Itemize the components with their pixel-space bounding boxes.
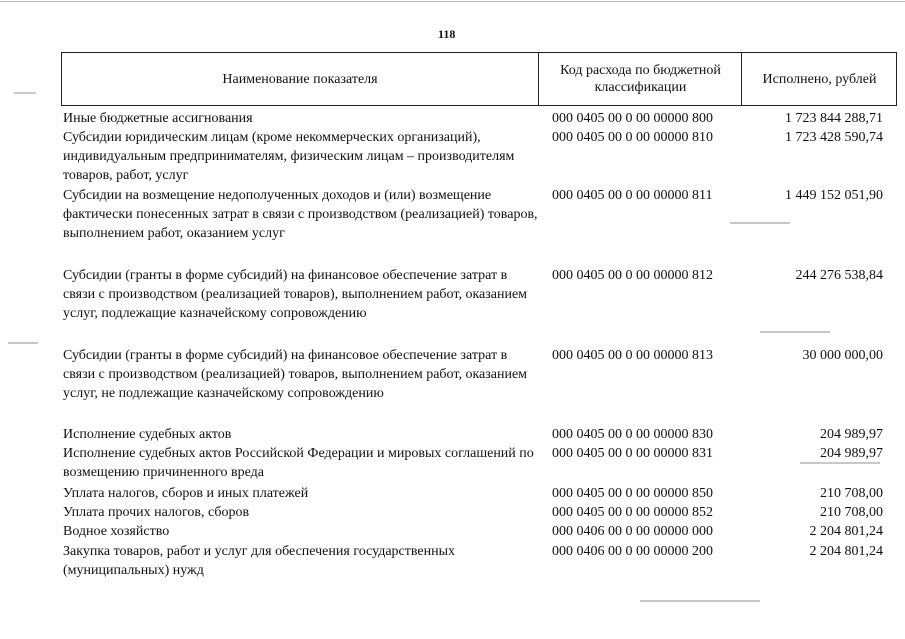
header-code-column: Код расхода по бюджетной классификации bbox=[538, 53, 742, 105]
row-code: 000 0405 00 0 00 00000 850 bbox=[552, 486, 713, 501]
row-name: Субсидии (гранты в форме субсидий) на финансовое обеспечение затрат в связи с производством (реализацией товаров), выполнением работ, оказанием услуг, подлежащие казначейскому сопровождению bbox=[63, 268, 528, 321]
row-amount: 1 723 844 288,71 bbox=[785, 111, 883, 126]
scan-noise bbox=[8, 342, 38, 344]
row-amount: 2 204 801,24 bbox=[809, 544, 883, 559]
row-amount: 1 723 428 590,74 bbox=[785, 130, 883, 145]
scan-noise bbox=[14, 92, 36, 94]
row-code: 000 0405 00 0 00 00000 852 bbox=[552, 505, 713, 520]
row-name: Субсидии (гранты в форме субсидий) на финансовое обеспечение затрат в связи с производством (реализацией) товаров, выполнением работ, оказанием услуг, не подлежащие казначейскому сопровождению bbox=[63, 348, 528, 401]
row-code: 000 0405 00 0 00 00000 812 bbox=[552, 268, 713, 283]
row-name: Субсидии на возмещение недополученных доходов и (или) возмещение фактически понесенных затрат в связи с производством (реализацией) товаров, выполнением работ, оказанием услуг bbox=[63, 188, 538, 241]
page-top-edge bbox=[0, 1, 905, 2]
row-name: Исполнение судебных актов bbox=[63, 427, 232, 442]
row-name: Иные бюджетные ассигнования bbox=[63, 111, 253, 126]
row-amount: 204 989,97 bbox=[820, 427, 883, 442]
row-name: Водное хозяйство bbox=[63, 524, 170, 539]
page-number: 118 bbox=[438, 27, 456, 41]
table-header bbox=[61, 52, 897, 106]
row-name: Исполнение судебных актов Российской Федерации и мировых соглашений по возмещению причиненного вреда bbox=[63, 446, 534, 480]
scan-noise bbox=[730, 222, 790, 224]
row-code: 000 0405 00 0 00 00000 810 bbox=[552, 130, 713, 145]
scan-noise bbox=[640, 600, 760, 602]
header-executed-column: Исполнено, рублей bbox=[741, 53, 897, 105]
row-amount: 210 708,00 bbox=[820, 505, 883, 520]
row-amount: 210 708,00 bbox=[820, 486, 883, 501]
row-code: 000 0405 00 0 00 00000 830 bbox=[552, 427, 713, 442]
row-name: Уплата прочих налогов, сборов bbox=[63, 505, 250, 520]
row-code: 000 0405 00 0 00 00000 831 bbox=[552, 446, 713, 461]
row-name: Субсидии юридическим лицам (кроме некоммерческих организаций), индивидуальным предпринимателям, физическим лицам – производителям товаров, работ, услуг bbox=[63, 130, 515, 183]
row-amount: 30 000 000,00 bbox=[802, 348, 883, 363]
row-code: 000 0405 00 0 00 00000 800 bbox=[552, 111, 713, 126]
scan-noise bbox=[760, 331, 830, 333]
row-code: 000 0405 00 0 00 00000 811 bbox=[552, 188, 713, 203]
row-code: 000 0406 00 0 00 00000 200 bbox=[552, 544, 713, 559]
row-amount: 244 276 538,84 bbox=[795, 268, 883, 283]
row-amount: 204 989,97 bbox=[820, 446, 883, 461]
row-amount: 1 449 152 051,90 bbox=[785, 188, 883, 203]
scan-noise bbox=[800, 462, 880, 464]
row-code: 000 0406 00 0 00 00000 000 bbox=[552, 524, 713, 539]
row-amount: 2 204 801,24 bbox=[809, 524, 883, 539]
row-name: Уплата налогов, сборов и иных платежей bbox=[63, 486, 309, 501]
row-name: Закупка товаров, работ и услуг для обеспечения государственных (муниципальных) нужд bbox=[63, 544, 456, 578]
row-code: 000 0405 00 0 00 00000 813 bbox=[552, 348, 713, 363]
header-name-column: Наименование показателя bbox=[222, 71, 378, 87]
